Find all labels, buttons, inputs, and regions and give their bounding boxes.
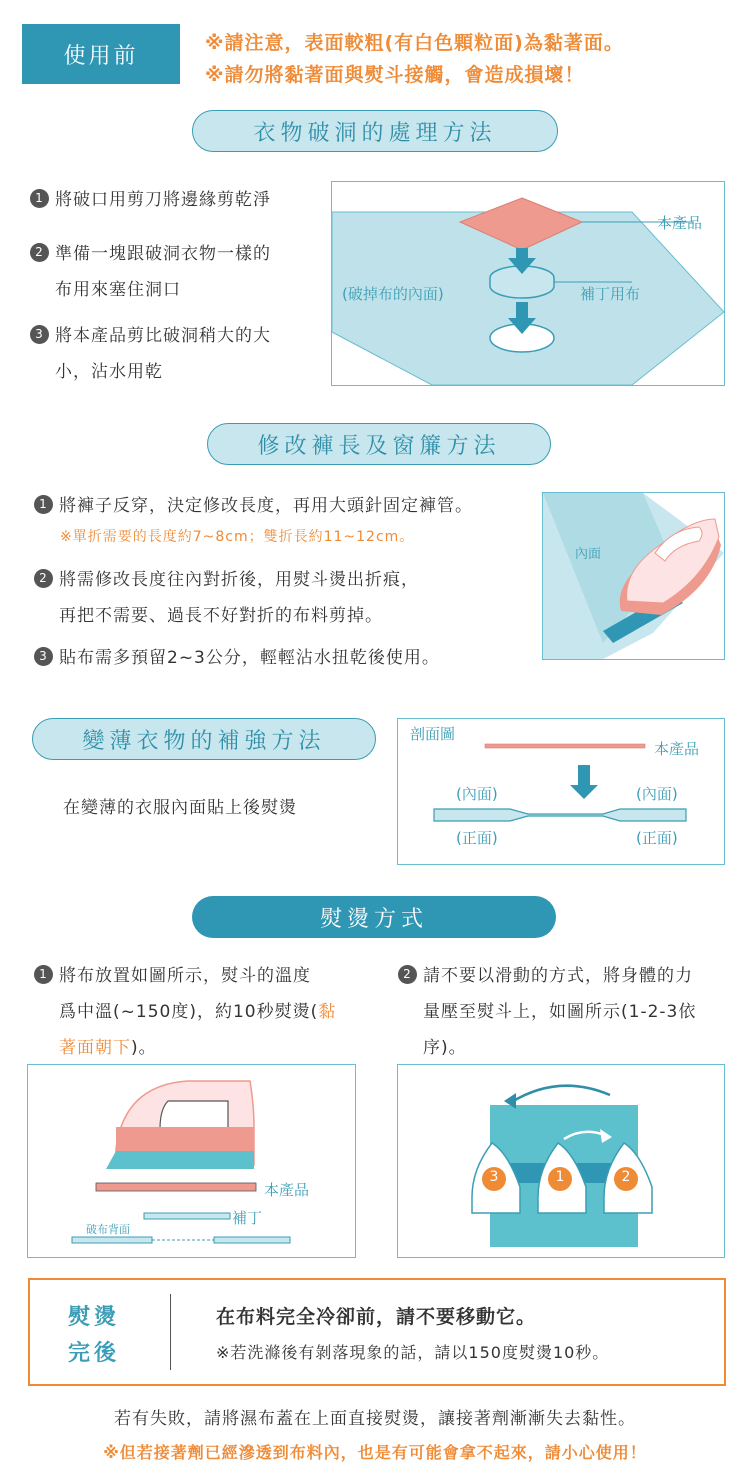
section-title-hole-repair: 衣物破洞的處理方法 bbox=[192, 110, 558, 152]
ironing-diagram-left bbox=[27, 1064, 356, 1258]
step-number-badge: 3 bbox=[34, 647, 53, 666]
front-left-label: (正面) bbox=[456, 829, 498, 847]
after-label-line1: 熨燙 bbox=[68, 1305, 121, 1330]
left-diagram-back-label: 破布背面 bbox=[86, 1223, 130, 1236]
hem-step-1 bbox=[34, 488, 473, 524]
hole-step-2-line2: 布用來塞住洞口 bbox=[55, 280, 181, 300]
step-number-badge: 2 bbox=[30, 243, 49, 262]
ironing-step-1-highlight-a: 黏 bbox=[318, 1002, 337, 1022]
arrow-down-icon bbox=[570, 765, 598, 799]
hem-inner-label: 內面 bbox=[575, 547, 602, 562]
hem-step-2 bbox=[34, 562, 419, 634]
hem-step-2-line2: 再把不需要、過長不好對折的布料剪掉。 bbox=[59, 606, 383, 626]
hole-repair-diagram bbox=[331, 181, 725, 386]
cloth-right-layer bbox=[214, 1237, 290, 1243]
after-ironing-box bbox=[28, 1278, 726, 1386]
hem-step-1-text: 將褲子反穿，決定修改長度，再用大頭針固定褲管。 bbox=[59, 496, 473, 516]
step-number-badge: 1 bbox=[30, 189, 49, 208]
hole-step-3 bbox=[30, 318, 271, 390]
hem-length-note: ※單折需要的長度約7~8cm；雙折長約11~12cm。 bbox=[60, 529, 415, 545]
cross-section-diagram bbox=[397, 718, 725, 865]
cloth-left-layer bbox=[72, 1237, 152, 1243]
hole-step-3-line2: 小，沾水用乾 bbox=[55, 362, 163, 382]
failure-instruction: 若有失敗，請將濕布蓋在上面直接熨燙，讓接著劑漸漸失去黏性。 bbox=[114, 1409, 636, 1429]
hole-step-2 bbox=[30, 236, 271, 308]
ironing-step-1-line1: 將布放置如圖所示，熨斗的溫度 bbox=[59, 966, 311, 986]
order-label-3: 3 bbox=[489, 1169, 499, 1185]
hole-step-1-text: 將破口用剪刀將邊緣剪乾淨 bbox=[55, 190, 271, 210]
failure-warning: ※但若接著劑已經滲透到布料內，也是有可能會拿不起來，請小心使用！ bbox=[103, 1443, 647, 1462]
hole-diagram-product-label: 本產品 bbox=[656, 214, 702, 232]
warning-adhesive-side: ※請注意，表面較粗(有白色顆粒面)為黏著面。 bbox=[205, 32, 624, 54]
after-label-line2: 完後 bbox=[68, 1341, 121, 1366]
order-label-1: 1 bbox=[555, 1169, 565, 1185]
ironing-diagram-right bbox=[397, 1064, 725, 1258]
step-number-badge: 2 bbox=[398, 965, 417, 984]
step-number-badge: 3 bbox=[30, 325, 49, 344]
after-main-warning: 在布料完全冷卻前，請不要移動它。 bbox=[216, 1306, 537, 1328]
iron-handle bbox=[160, 1101, 228, 1129]
cross-section-caption: 剖面圖 bbox=[410, 725, 456, 743]
thin-fabric-shape bbox=[434, 809, 686, 821]
pressing-order-svg bbox=[398, 1065, 724, 1257]
step-number-badge: 2 bbox=[34, 569, 53, 588]
ironing-step-1 bbox=[34, 958, 374, 1066]
ironing-step-1-line2: 爲中溫(~150度)，約10秒熨燙( bbox=[59, 1002, 319, 1022]
hem-diagram-svg bbox=[543, 493, 724, 659]
hole-diagram-inner-label: (破掉布的內面) bbox=[342, 285, 444, 303]
hole-step-2-line1: 準備一塊跟破洞衣物一樣的 bbox=[55, 244, 271, 264]
ironing-step-1-highlight-b: 著面朝下 bbox=[59, 1038, 131, 1058]
step-number-badge: 1 bbox=[34, 495, 53, 514]
left-diagram-product-label: 本產品 bbox=[264, 1181, 310, 1199]
hole-diagram-patch-label: 補丁用布 bbox=[580, 285, 641, 303]
hem-step-2-line1: 將需修改長度往內對折後，用熨斗燙出折痕， bbox=[59, 570, 419, 590]
patch-layer bbox=[144, 1213, 230, 1219]
return-arrow-line bbox=[510, 1086, 610, 1103]
after-divider bbox=[170, 1294, 171, 1370]
product-layer bbox=[96, 1183, 256, 1191]
after-wash-note: ※若洗滌後有剝落現象的話，請以150度熨燙10秒。 bbox=[216, 1343, 610, 1362]
section-title-reinforce: 變薄衣物的補強方法 bbox=[32, 718, 376, 760]
before-use-badge: 使用前 bbox=[22, 24, 180, 84]
step-number-badge: 1 bbox=[34, 965, 53, 984]
inner-right-label: (內面) bbox=[636, 785, 678, 803]
section-title-ironing: 熨燙方式 bbox=[192, 896, 556, 938]
ironing-step-2 bbox=[398, 958, 738, 1066]
reinforce-description: 在變薄的衣服內面貼上後熨燙 bbox=[63, 798, 297, 818]
warning-iron-contact: ※請勿將黏著面與熨斗接觸，會造成損壞！ bbox=[205, 64, 585, 86]
hem-step-3-text: 貼布需多預留2~3公分，輕輕沾水扭乾後使用。 bbox=[59, 648, 440, 668]
ironing-step-2-line1: 請不要以滑動的方式，將身體的力 bbox=[423, 966, 693, 986]
left-diagram-patch-label: 補丁 bbox=[232, 1209, 263, 1227]
iron-placement-svg bbox=[28, 1065, 355, 1257]
section-title-pants-hem: 修改褲長及窗簾方法 bbox=[207, 423, 551, 465]
iron-middle-band bbox=[116, 1127, 254, 1151]
product-bar bbox=[485, 744, 645, 748]
front-right-label: (正面) bbox=[636, 829, 678, 847]
iron-soleplate bbox=[106, 1151, 254, 1169]
order-label-2: 2 bbox=[621, 1169, 631, 1185]
hem-step-3 bbox=[34, 640, 440, 676]
hole-step-1 bbox=[30, 182, 271, 218]
hem-diagram bbox=[542, 492, 725, 660]
inner-left-label: (內面) bbox=[456, 785, 498, 803]
ironing-step-2-line2: 量壓至熨斗上，如圖所示(1-2-3依 bbox=[423, 1002, 697, 1022]
ironing-step-1-end: )。 bbox=[131, 1038, 157, 1058]
hole-step-3-line1: 將本產品剪比破洞稍大的大 bbox=[55, 326, 271, 346]
cross-section-product-label: 本產品 bbox=[654, 740, 700, 758]
ironing-step-2-line3: 序)。 bbox=[423, 1038, 467, 1058]
